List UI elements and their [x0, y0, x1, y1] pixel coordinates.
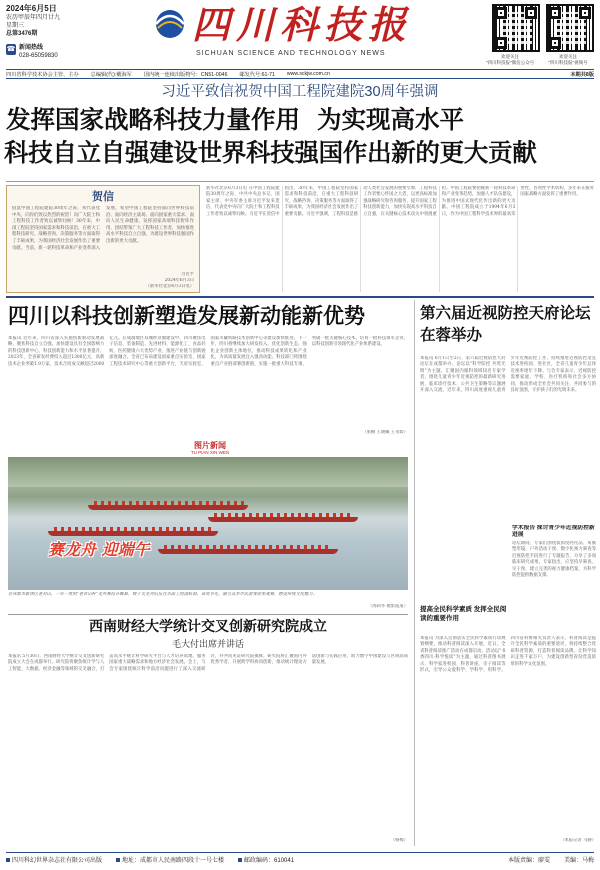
dragon-boat	[158, 549, 338, 554]
rower	[138, 527, 141, 531]
weekday: 星期三	[6, 23, 25, 29]
square-bullet-icon	[116, 858, 120, 862]
rower	[171, 501, 174, 505]
cn-code: 国内统一连续出版物号：CN51-0046	[143, 71, 228, 78]
divider	[6, 296, 594, 298]
letter-sign: 习近平	[181, 272, 194, 277]
letter-box	[6, 185, 200, 293]
issue-date: 2024年6月5日	[6, 4, 57, 13]
qr-wechat-icon	[492, 4, 540, 52]
rower	[249, 513, 252, 517]
rower	[152, 527, 155, 531]
rower	[311, 545, 314, 549]
rower	[227, 501, 230, 505]
chief-editor: 总编辑(代):戴海军	[90, 71, 132, 78]
rower	[325, 545, 328, 549]
rower	[122, 501, 125, 505]
treeline	[8, 457, 408, 487]
rower	[159, 527, 162, 531]
postcode-text: 邮政编码：610041	[244, 857, 295, 864]
rower	[312, 513, 315, 517]
lead-headline-1: 发挥国家战略科技力量作用 为实现高水平	[6, 106, 465, 134]
rower	[173, 527, 176, 531]
photo-news-label	[160, 441, 260, 455]
side1-subhead: 学术报告 探讨青少年近视防控新进展	[512, 525, 595, 538]
rower	[185, 501, 188, 505]
rower	[145, 527, 148, 531]
divider	[6, 181, 594, 182]
dragon-boat	[88, 505, 248, 510]
side1-sub-body: 论坛期间，专家们围绕低浓度阿托品、角膜塑形镜、户外活动干预、数字化视力筛查等近视防控手段进行了专题报告，分享了多项临床研究成果。专家指出，应坚持早筛查、早干预，建立完善的视力健康档案，为科学防控提供数据支撑。	[512, 541, 596, 579]
rower	[143, 501, 146, 505]
rower	[206, 545, 209, 549]
photo-news-title: 图片新闻	[194, 441, 226, 450]
letter-title: 贺信	[92, 191, 114, 203]
rower	[234, 545, 237, 549]
paper-name-en: SICHUAN SCIENCE AND TECHNOLOGY NEWS	[196, 50, 386, 57]
hotline	[6, 44, 116, 60]
rower	[68, 527, 71, 531]
rower	[187, 527, 190, 531]
rower	[199, 545, 202, 549]
footer-address	[116, 855, 224, 864]
story3-byline: （杨梅）	[390, 838, 408, 843]
rower	[206, 501, 209, 505]
side2-body: 本报讯 为深入贯彻落实全民科学素质行动规划纲要，推动科普阅读深入开展，近日，全省科普阅读推广活动在成都启动。活动以"书香四川·科学悦读"为主题，通过科普图书展示、科学家进校园、科普讲座、亲子阅读等形式，引导公众爱科学、学科学、用科学。四川省科协相关负责人表示，科普阅读是提升全民科学素质的重要途径，将持续整合优质科普资源，打造科普阅读品牌，让科学知识走进千家万户，为建设创新型省份营造浓厚的科学文化氛围。	[420, 636, 596, 674]
rower	[136, 501, 139, 505]
rower	[284, 513, 287, 517]
rower	[221, 513, 224, 517]
footer-editor: 本版责编：廖雯	[507, 857, 550, 864]
rower	[192, 545, 195, 549]
website-link[interactable]: www.sckjw.com.cn	[286, 71, 330, 77]
lead-headline-2: 科技自立自强建设世界科技强国作出新的更大贡献	[4, 138, 537, 167]
rower	[164, 545, 167, 549]
rower	[298, 513, 301, 517]
side1-body: 本报讯 6月1日至2日，第六届近视防控天府论坛在成都举办。论坛以"科学防控 共筑光明"为主题，汇聚国内眼科领域知名专家学者，围绕儿童青少年近视防控的最新研究进展、临床诊疗技术、公共卫生策略等议题展开深入交流。近年来，四川高度重视儿童青少年近视防控工作，持续推进近视防控适宜技术进校园、进社区，全省儿童青少年总体近视率逐年下降。与会专家表示，近视防控需要家庭、学校、医疗机构和社会多方协同，推动形成全社会共同关注、共同参与的良好氛围，守护孩子们的光明未来。	[420, 356, 596, 394]
footer-designer: 美编：马梅	[563, 857, 594, 864]
footer	[6, 852, 594, 865]
rower	[319, 513, 322, 517]
rower	[131, 527, 134, 531]
rower	[201, 527, 204, 531]
rower	[208, 527, 211, 531]
qr-wechat-caption: 欢迎关注 "四川科技报"微信公众号	[485, 54, 535, 65]
rower	[199, 501, 202, 505]
rower	[220, 501, 223, 505]
rower	[61, 527, 64, 531]
rower	[214, 513, 217, 517]
rower	[110, 527, 113, 531]
rower	[283, 545, 286, 549]
masthead-meta	[6, 4, 116, 60]
dragon-boat	[48, 531, 218, 536]
divider	[8, 614, 408, 615]
rower	[103, 527, 106, 531]
dragon-boat	[208, 517, 358, 522]
letter-date: 2024年6月3日	[164, 278, 194, 283]
rower	[276, 545, 279, 549]
side2-byline: （本报记者 马静）	[560, 838, 596, 843]
rower	[185, 545, 188, 549]
rower	[129, 501, 132, 505]
sponsor: 四川省科学技术协会主管、主办	[6, 71, 79, 78]
photo-credit: （汤莉华 摄影报道）	[367, 604, 408, 609]
rower	[124, 527, 127, 531]
rower	[277, 513, 280, 517]
rower	[213, 501, 216, 505]
footer-publisher	[6, 855, 102, 864]
rower	[82, 527, 85, 531]
rower	[242, 513, 245, 517]
rower	[220, 545, 223, 549]
rower	[108, 501, 111, 505]
rower	[178, 545, 181, 549]
qr-video-icon	[546, 4, 594, 52]
lead-body: 新华社北京6月3日电 在中国工程院建院30周年之际，中共中央总书记、国家主席、中央军委主席习近平发来贺信，代表党中央向广大院士和工程科技工作者致以诚挚问候。习近平在贺信中指出，30年来，中国工程院坚持国家需求和科技前沿，在重大工程科技研究、战略咨询、决策服务等方面取得了丰硕成果，为我国经济社会发展作出了重要贡献。习近平强调，工程科技是推动人类社会发展的重要引擎，工程科技工作者要心怀国之大者，以更高标准加强战略研究和咨询服务，提升国家工程科技创新能力，加快实现高水平科技自立自强，在关键核心技术攻关中勇挑重担。中国工程院要把握新一轮科技革命和产业变革趋势，加强人才队伍建设，为推进中国式现代化作出新的更大贡献。中国工程院成立于1994年6月3日，作为中国工程科学技术界的最高荣誉性、咨询性学术机构，多年来在服务国家战略方面发挥了重要作用。	[206, 186, 594, 217]
rower	[256, 513, 259, 517]
rower	[318, 545, 321, 549]
rower	[241, 501, 244, 505]
photo-overlay-text: 赛龙舟 迎端午	[48, 540, 150, 559]
rower	[262, 545, 265, 549]
rower	[270, 513, 273, 517]
footer-postcode	[238, 855, 294, 864]
info-bar	[6, 69, 594, 79]
rower	[117, 527, 120, 531]
dragon-boat-photo	[8, 457, 408, 590]
address-text: 地址：成都市人民南路四段十一号七楼	[122, 857, 225, 864]
rower	[166, 527, 169, 531]
rower	[227, 545, 230, 549]
lunar-date: 农历甲辰年四月廿九	[6, 15, 61, 21]
page-count: 本期共8版	[570, 71, 594, 78]
rower	[192, 501, 195, 505]
column-divider	[414, 300, 415, 846]
photo-news-subtitle: TU PIAN XIN WEN	[190, 450, 230, 455]
rower	[290, 545, 293, 549]
story3-headline: 西南财经大学统计交叉创新研究院成立	[89, 619, 327, 635]
rower	[54, 527, 57, 531]
masthead-logo	[150, 4, 440, 64]
story2-body: 本报讯 近年来，四川省深入实施创新驱动发展战略，聚焦科技自立自强，加快建设具有全国影响力的科技创新中心，科技创新能力和水平显著提升。2023年，全省研发经费投入超过1300亿元，高新技术企业突破1.9万家，技术合同成交额超过2000亿元。在成渝地区双城经济圈建设中，四川聚焦电子信息、装备制造、先进材料、能源化工、食品轻纺、医药健康六大优势产业，推进产业链与创新链深度融合。全省已布局建设国家重点实验室、国家工程技术研究中心等重大创新平台，天府实验室、国家川藏铁路技术创新中心等建设加快推进。下一步，四川将继续加大研发投入，优化创新生态，强化企业创新主体地位，推动科技成果转化和产业化，为高质量发展注入强劲动能。科技部门将围绕重点产业链部署创新链，实施一批重大科技专项，突破一批关键核心技术，培育一批科技领军企业，以科技创新引领现代化产业体系建设。	[8, 336, 408, 367]
rower	[115, 501, 118, 505]
story3-body: 本报讯 5月30日，西南财经大学统计交叉创新研究院成立大会在成都举行。研究院将聚焦统计学与人工智能、大数据、经济金融等领域的交叉融合，打造高水平统计科学研究平台与人才培养高地，服务国家重大战略需求和地方经济社会发展。会上，与会专家围绕统计科学前沿问题进行了深入交流研讨，并共同见证研究院揭牌。研究院将汇聚国内外优秀学者，开展跨学科协同创新，推动统计理论方法创新与实践应用，助力数字中国建设与区域高质量发展。	[8, 654, 408, 672]
rower	[213, 545, 216, 549]
rower	[150, 501, 153, 505]
rower	[157, 501, 160, 505]
side1-headline: 第六届近视防控天府论坛在蓉举办	[420, 304, 591, 344]
rower	[263, 513, 266, 517]
rower	[291, 513, 294, 517]
paper-name-cn: 四川科技报	[192, 2, 413, 47]
lead-kicker: 习近平致信祝贺中国工程院建院30周年强调	[161, 84, 439, 100]
publisher-text: 四川科幻世界杂志社有限公司出版	[12, 857, 103, 864]
rower	[228, 513, 231, 517]
qr-video-caption: 欢迎关注 "四川科技报"视频号	[548, 54, 588, 65]
rower	[255, 545, 258, 549]
rower	[94, 501, 97, 505]
rower	[340, 513, 343, 517]
rower	[269, 545, 272, 549]
phone-icon: ☎	[6, 46, 16, 53]
rower	[101, 501, 104, 505]
rower	[234, 501, 237, 505]
rower	[347, 513, 350, 517]
letter-source: （新华社北京6月3日电）	[145, 284, 194, 289]
rower	[235, 513, 238, 517]
hotline-label: 新闻热线	[19, 45, 44, 51]
rower	[333, 513, 336, 517]
story2-byline: （张楠 王晓曦 王永姣）	[362, 430, 408, 435]
rower	[194, 527, 197, 531]
rower	[164, 501, 167, 505]
postal-code: 邮发代号:61-71	[239, 71, 275, 78]
hotline-number: 028-65059830	[19, 53, 58, 59]
rower	[248, 545, 251, 549]
square-bullet-icon	[6, 858, 10, 862]
square-bullet-icon	[238, 858, 242, 862]
rower	[171, 545, 174, 549]
side2-headline: 提高全民科学素质 发挥全民阅读的重要作用	[420, 606, 507, 622]
sichuan-tech-logo-icon	[150, 6, 190, 42]
rower	[180, 527, 183, 531]
rower	[305, 513, 308, 517]
letter-body: 值此中国工程院建院30周年之际，我代表党中央，向你们致以热烈的祝贺！向广大院士和工程科技工作者致以诚挚问候！30年来，中国工程院坚持国家需求和科技前沿，在重大工程科技研究、战略咨询、决策服务等方面取得了丰硕成果，为我国经济社会发展作出了重要贡献。当前，新一轮科技革命和产业变革深入发展，希望中国工程院坚持面向世界科技前沿、面向经济主战场、面向国家重大需求、面向人民生命健康，发挥国家高端科技智库作用，团结带领广大工程科技工作者，加快推进高水平科技自立自强，为建设世界科技强国作出新的更大贡献。	[12, 206, 194, 251]
rower	[241, 545, 244, 549]
rower	[304, 545, 307, 549]
story3-subhead: 毛大付出席并讲话	[171, 639, 244, 649]
issue-number: 总第3476期	[6, 31, 38, 37]
rower	[178, 501, 181, 505]
rower	[297, 545, 300, 549]
rower	[96, 527, 99, 531]
rower	[75, 527, 78, 531]
rower	[89, 527, 92, 531]
story2-headline: 四川以科技创新塑造发展新动能新优势	[8, 304, 365, 328]
rower	[326, 513, 329, 517]
photo-caption: 在成都市新津区老君山，一年一度的"老君山杯"龙舟赛拉开帷幕，数十支龙舟队伍在水面上劈波斩浪、奋勇争先，吸引众多市民游客前来观赛，感受传统文化魅力。	[8, 592, 318, 597]
